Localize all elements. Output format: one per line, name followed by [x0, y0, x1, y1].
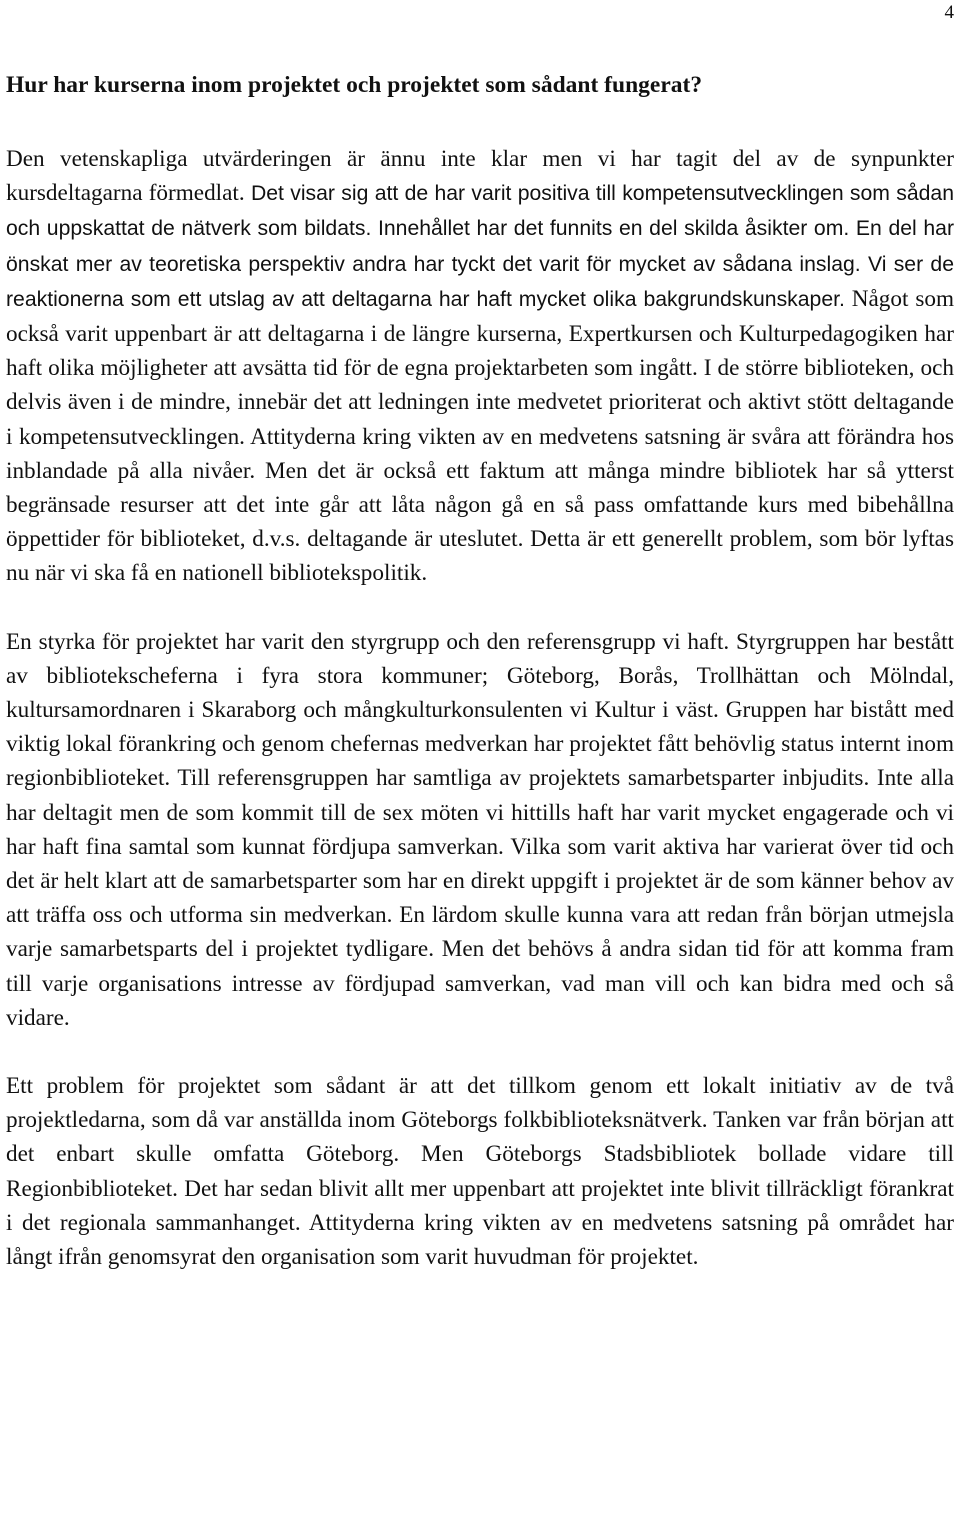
paragraph-3-text: Ett problem för projektet som sådant är att det tillkom genom ett lokalt initiativ av de två projektledarna, som då var anställda inom Göteborgs folkbiblioteksnätverk. Tanken var från början att det enbart skulle omfatta Göteborg. Men Göteborgs Stadsbibliotek bollade vidare till Regionbiblioteket. Det har sedan blivit allt mer uppenbart att projektet inte blivit tillräckligt förankrat i det regionala sammanhanget. Attityderna kring vikten av en medvetens satsning på området har långt ifrån genomsyrat den organisation som varit huvudman för projektet. — [6, 1073, 954, 1271]
paragraph-1-sentence-2: Det visar sig att de har varit positiva till kompetensutvecklingen som sådan och uppskattat de nätverk som bildats. Innehållet har det funnits en del skilda åsikter om. En del har önskat mer av teoretiska perspektiv andra har tyckt det varit för mycket av sådana inslag. Vi ser de reaktionerna som ett utslag av att deltagarna har haft mycket olika bakgrundskunskaper. — [6, 182, 955, 311]
paragraph-3 — [6, 1069, 954, 1274]
paragraph-1-sentence-3: Något som också varit uppenbart är att deltagarna i de längre kurserna, Expertkursen och Kulturpedagogiken har haft olika möjligheter att avsätta tid för de egna projektarbeten som ingått. I de större biblioteken, och delvis även i de mindre, innebär det att ledningen inte medvetet prioriterat och aktivt stött deltagande i kompetensutvecklingen. Attityderna kring vikten av en medvetens satsning är svåra att förändra hos inblandade på alla nivåer. Men det är också ett faktum att många mindre bibliotek har så ytterst begränsade resurser att det inte går att låta någon gå en så pass omfattande kurs med bibehållna öppettider för biblioteket, d.v.s. deltagande är uteslutet. Detta är ett generellt problem, som bör lyftas nu när vi ska få en nationell bibliotekspolitik. — [6, 285, 954, 587]
paragraph-1-sentence-1: Den vetenskapliga utvärderingen är ännu inte klar men vi har tagit del av de synpunkter kursdeltagarna förmedlat. — [6, 146, 954, 207]
page-number: 4 — [944, 2, 954, 23]
paragraph-1 — [6, 142, 954, 591]
paragraph-2 — [6, 625, 954, 1035]
section-heading: Hur har kurserna inom projektet och projektet som sådant fungerat? — [6, 72, 703, 98]
document-body — [6, 68, 954, 1274]
paragraph-2-text: En styrka för projektet har varit den styrgrupp och den referensgrupp vi haft. Styrgruppen har bestått av bibliotekscheferna i fyra stora kommuner; Göteborg, Borås, Trollhättan och Mölndal, kultursamordnaren i Skaraborg och mångkulturkonsulenten vi Kultur i väst. Gruppen har bistått med viktig lokal förankring och genom chefernas medverkan har projektet fått behövlig status internt inom regionbiblioteket. Till referensgruppen har samtliga av projektets samarbetsparter inbjudits. Inte alla har deltagit men de som kommit till de sex möten vi hittills haft har varit mycket engagerade och vi har haft fina samtal som kunnat fördjupa samverkan. Vilka som varit aktiva har varierat över tid och det är helt klart att de samarbetsparter som har en direkt uppgift i projektet är de som känner behov av att träffa oss och utforma sin medverkan. En lärdom skulle kunna vara att redan från början utmejsla varje samarbetsparts del i projektet tydligare. Men det behövs å andra sidan tid för att komma fram till varje organisations intresse av fördjupad samverkan, vad man vill och kan bidra med och så vidare. — [6, 628, 954, 1031]
